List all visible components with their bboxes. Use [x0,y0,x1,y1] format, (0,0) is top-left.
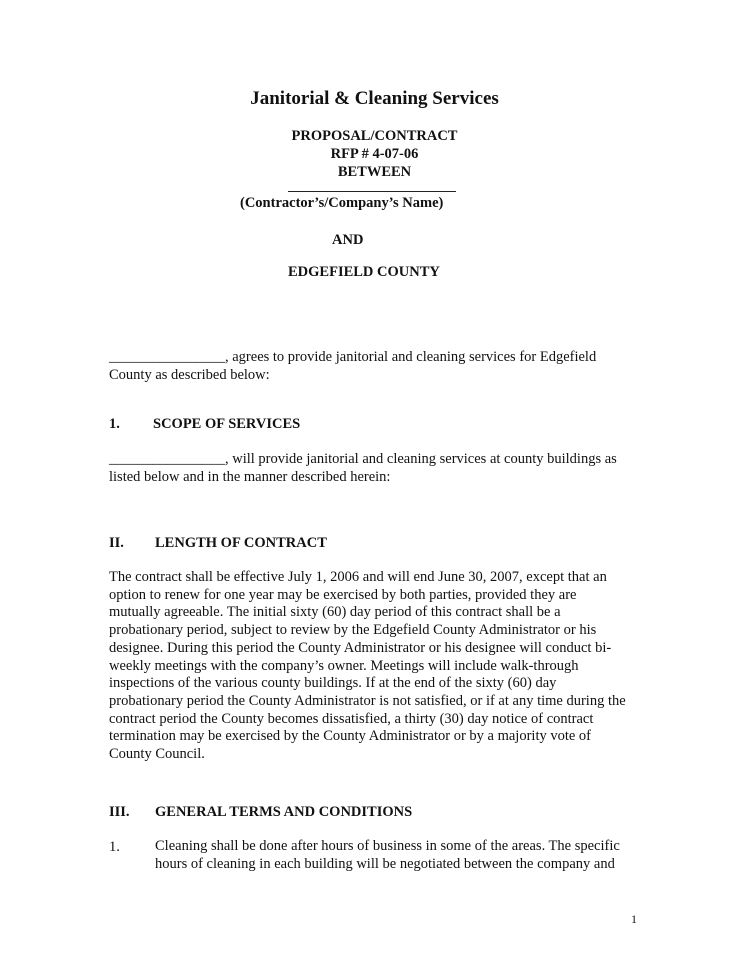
paragraph-line: mutually agreeable. The initial sixty (60) day period of this contract shall be a [109,604,561,621]
paragraph-line: Cleaning shall be done after hours of business in some of the areas. The specific [155,838,620,854]
contractor-label: (Contractor’s/Company’s Name) [240,195,444,211]
paragraph-line: The contract shall be effective July 1, 2006 and will end June 30, 2007, except that an [109,569,607,585]
section-2-paragraph [109,569,639,764]
intro-paragraph [109,349,639,384]
paragraph-line: ________________, will provide janitorial and cleaning services at county buildings as [109,451,617,467]
paragraph-line: designee. During this period the County Administrator or his designee will conduct bi- [109,639,612,656]
paragraph-line: listed below and in the manner described herein: [109,468,391,485]
paragraph-line: termination may be exercised by the County Administrator or by a majority vote of [109,728,592,745]
intro-line: County as described below: [109,366,270,383]
paragraph-line: contract period the County becomes dissatisfied, a thirty (30) day notice of contract [109,710,594,727]
and-label: AND [332,232,364,248]
rfp-number: RFP # 4-07-06 [330,146,419,162]
section-3-number: III. [109,804,130,820]
section-1-paragraph [109,451,639,486]
paragraph-line: probationary period, subject to review by the Edgefield County Administrator or his [109,622,597,639]
county-name: EDGEFIELD COUNTY [288,264,440,280]
proposal-contract-heading: PROPOSAL/CONTRACT [291,128,458,144]
item-1-paragraph [155,838,635,873]
section-3-heading: GENERAL TERMS AND CONDITIONS [155,804,413,820]
paragraph-line: weekly meetings with the company’s owner. Meetings will include walk-through [109,657,579,674]
document-title: Janitorial & Cleaning Services [250,88,499,109]
item-1-number: 1. [109,839,120,855]
section-1-number: 1. [109,416,120,432]
intro-line: ________________, agrees to provide janitorial and cleaning services for Edgefield [109,349,597,365]
section-2-heading: LENGTH OF CONTRACT [155,535,327,551]
page-number: 1 [631,912,637,926]
paragraph-line: probationary period the County Administrator is not satisfied, or if at any time during the [109,692,626,709]
paragraph-line: option to renew for one year may be exercised by both parties, provided they are [109,586,577,603]
between-label: BETWEEN [337,164,412,180]
paragraph-line: County Council. [109,746,205,763]
contractor-name-blank [288,191,456,192]
section-2-number: II. [109,535,124,551]
section-1-heading: SCOPE OF SERVICES [153,416,301,432]
paragraph-line: hours of cleaning in each building will be negotiated between the company and [155,855,615,872]
paragraph-line: inspections of the various county buildings. If at the end of the sixty (60) day [109,675,557,692]
